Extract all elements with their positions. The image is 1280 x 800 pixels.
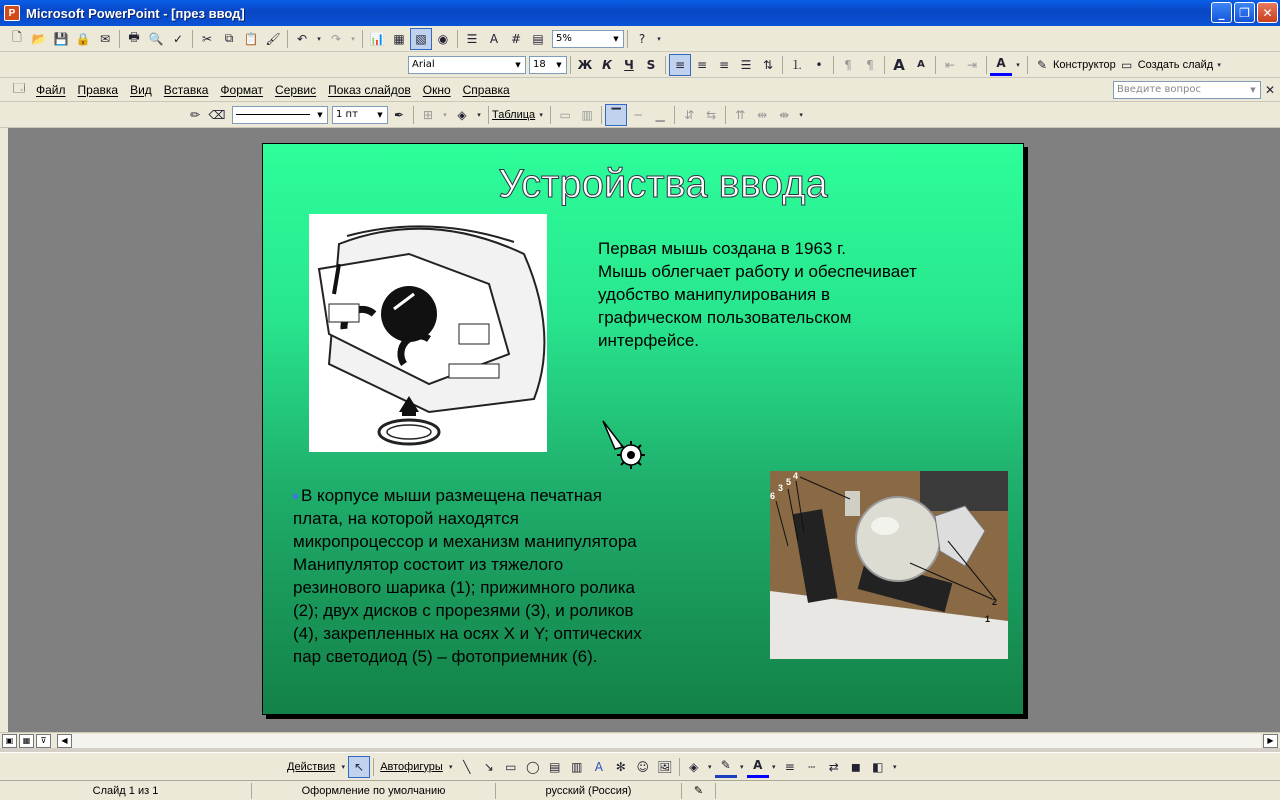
text-line: Мышь облегчает работу и обеспечивает [598, 262, 917, 281]
text-line: Манипулятор состоит из тяжелого [293, 555, 564, 574]
clipart-icon[interactable]: ☺ [636, 759, 650, 774]
color-grayscale-icon[interactable]: ▤ [532, 31, 544, 46]
powerpoint-app-icon[interactable]: P [4, 5, 20, 21]
fill-color-dropdown-icon[interactable]: ▾ [708, 762, 712, 771]
text-line: (2); двух дисков с прорезями (3), и роликов [293, 601, 634, 620]
font-size-value: 18 [533, 59, 546, 70]
center-vertically-icon[interactable]: ─ [634, 107, 642, 122]
font-value: Arial [412, 59, 435, 70]
busy-cursor-drawing [601, 419, 651, 469]
insert-column-icon[interactable]: ⇹ [757, 107, 768, 122]
help-question-placeholder: Введите вопрос [1117, 84, 1201, 95]
chevron-down-icon: ▼ [1250, 85, 1256, 94]
separator [627, 30, 628, 48]
font-color-dropdown-icon[interactable]: ▾ [1016, 60, 1020, 69]
expand-all-icon[interactable]: ☰ [466, 31, 478, 46]
slide-text-box-description[interactable] [293, 484, 703, 668]
photo-label: 5 [786, 477, 792, 487]
menu-help[interactable]: Справка [462, 82, 510, 97]
status-language: русский (Россия) [496, 783, 682, 799]
split-cell-icon[interactable]: ▥ [581, 107, 593, 122]
align-bottom-icon[interactable]: ▁ [655, 107, 665, 122]
text-line: интерфейсе. [598, 331, 700, 350]
scrollbar-track[interactable] [72, 734, 1261, 748]
eraser-icon[interactable]: ⌫ [208, 107, 226, 122]
text-line: микропроцессор и механизм манипулятора [293, 532, 637, 551]
design-button[interactable]: Конструктор [1053, 58, 1116, 71]
save-icon[interactable]: 💾 [53, 31, 69, 46]
mouse-diagram-image[interactable] [309, 214, 547, 452]
close-button[interactable]: ✕ [1257, 2, 1278, 23]
bold-button[interactable]: Ж [577, 57, 593, 72]
separator [550, 106, 551, 124]
toolbar-options-icon[interactable]: ▾ [893, 762, 897, 771]
spelling-icon[interactable]: ✓ [172, 31, 184, 46]
line-icon[interactable]: ╲ [463, 759, 471, 774]
insert-diagram-icon[interactable]: ◉ [437, 31, 449, 46]
font-color-icon[interactable]: A [990, 54, 1012, 76]
photo-label: 4 [793, 471, 799, 481]
border-width-value: 1 пт [336, 109, 358, 120]
undo-icon[interactable]: ↶ [296, 31, 308, 46]
border-color-icon[interactable]: ✒ [393, 107, 405, 122]
increase-font-icon[interactable]: A [893, 55, 905, 74]
separator [488, 106, 489, 124]
dash-style-icon[interactable]: ┄ [808, 759, 816, 774]
toolbar-options-icon[interactable]: ▾ [799, 110, 803, 119]
chevron-down-icon: ▼ [377, 110, 383, 119]
3d-style-icon[interactable]: ◧ [872, 759, 884, 774]
separator [679, 758, 680, 776]
separator [884, 56, 885, 74]
font-size-select[interactable] [529, 56, 567, 74]
separator [674, 106, 675, 124]
separator [413, 106, 414, 124]
text-line: графическом пользовательском [598, 308, 852, 327]
fill-color-icon[interactable]: ◈ [689, 759, 699, 774]
vertical-textbox-icon[interactable]: ▥ [571, 759, 583, 774]
menu-edit[interactable]: Правка [77, 82, 119, 97]
help-icon[interactable]: ? [638, 31, 646, 46]
insert-table-icon[interactable]: ▦ [393, 31, 405, 46]
menu-view[interactable]: Вид [130, 82, 152, 97]
slide-title[interactable]: Устройства ввода [498, 162, 828, 206]
separator [192, 30, 193, 48]
scroll-right-icon[interactable]: ▶ [1263, 734, 1278, 748]
fill-dropdown-icon[interactable]: ▾ [477, 110, 481, 119]
photo-label: 2 [992, 597, 998, 607]
drawing-toolbar [0, 752, 1280, 780]
line-style-icon[interactable]: ≡ [784, 759, 795, 774]
separator [665, 56, 666, 74]
italic-button[interactable]: К [602, 57, 612, 72]
table-dropdown-icon[interactable]: ▾ [539, 110, 543, 119]
align-top-icon[interactable]: ▔ [605, 104, 627, 126]
mouse-internals-photo[interactable] [770, 471, 1008, 659]
slide-text-box-history[interactable] [598, 237, 978, 352]
photo-label: 1 [985, 614, 991, 624]
chevron-down-icon: ▼ [556, 60, 562, 69]
normal-view-icon[interactable]: ▣ [2, 734, 17, 748]
chevron-down-icon: ▼ [317, 110, 323, 119]
menu-insert[interactable]: Вставка [163, 82, 209, 97]
separator [373, 758, 374, 776]
design-icon[interactable]: ✎ [1036, 57, 1048, 72]
email-icon[interactable]: ✉ [99, 31, 111, 46]
zoom-value: 5% [556, 33, 572, 44]
text-line: Первая мышь создана в 1963 г. [598, 239, 846, 258]
chevron-down-icon: ▼ [515, 60, 521, 69]
decrease-font-icon[interactable]: A [917, 59, 925, 70]
chevron-down-icon: ▼ [613, 34, 619, 43]
separator [986, 56, 987, 74]
minimize-button[interactable]: _ [1211, 2, 1232, 23]
decrease-indent-icon[interactable]: ⇤ [944, 57, 956, 72]
line-style-preview [236, 114, 310, 115]
tables-borders-toolbar [0, 102, 1280, 128]
font-select[interactable] [408, 56, 526, 74]
text-line: (4), закрепленных на осях X и Y; оптических [293, 624, 642, 643]
text-line: резинового шарика (1); прижимного ролика [293, 578, 636, 597]
redo-icon[interactable]: ↷ [330, 31, 342, 46]
status-slide-number: Слайд 1 из 1 [0, 783, 252, 799]
separator [935, 56, 936, 74]
table-menu-button[interactable]: Таблица [492, 108, 536, 121]
vertical-align-icon[interactable]: ⇅ [762, 57, 774, 72]
text-line-content: В корпусе мыши размещена печатная [301, 486, 602, 505]
copy-icon[interactable]: ⧉ [224, 31, 234, 45]
actions-menu-button[interactable]: Действия [287, 760, 336, 773]
rectangle-icon[interactable]: ▭ [505, 759, 517, 774]
show-formatting-icon[interactable]: A [489, 31, 499, 46]
formatting-toolbar [0, 52, 1280, 78]
separator [601, 106, 602, 124]
status-design-name: Оформление по умолчанию [252, 783, 496, 799]
separator [725, 106, 726, 124]
text-line [293, 484, 703, 507]
menu-file[interactable]: Файл [36, 82, 66, 97]
fill-color-icon[interactable]: ◈ [457, 107, 467, 122]
rtl-icon[interactable]: ¶ [866, 57, 874, 72]
separator [287, 30, 288, 48]
status-bar [0, 780, 1280, 800]
scroll-left-icon[interactable]: ◀ [57, 734, 72, 748]
format-painter-icon[interactable]: 🖌 [265, 31, 281, 46]
photo-label: 6 [770, 491, 776, 501]
outside-borders-icon[interactable]: ⊞ [422, 107, 434, 122]
busy-cursor-icon [601, 419, 651, 469]
textbox-icon[interactable]: ▤ [549, 759, 561, 774]
separator [119, 30, 120, 48]
align-center-icon[interactable]: ≡ [696, 57, 708, 72]
slide-sorter-view-icon[interactable]: ▦ [19, 734, 34, 748]
line-color-dropdown-icon[interactable]: ▾ [740, 762, 744, 771]
text-line: плата, на которой находятся [293, 509, 519, 528]
merge-cells-icon[interactable]: ▭ [559, 107, 571, 122]
shadow-button[interactable]: S [646, 57, 656, 72]
photo-label: 3 [778, 483, 784, 493]
numbering-icon[interactable]: ⒈ [790, 58, 803, 72]
justify-icon[interactable]: ☰ [740, 57, 752, 72]
actions-dropdown-icon[interactable]: ▾ [341, 762, 345, 771]
cut-icon[interactable]: ✂ [201, 31, 213, 46]
table-effects-icon[interactable]: ⇈ [735, 107, 746, 122]
font-color-dropdown-icon[interactable]: ▾ [772, 762, 776, 771]
workspace-left-gutter [0, 128, 8, 732]
oval-icon[interactable]: ◯ [526, 759, 540, 774]
bullet-icon [293, 494, 298, 499]
underline-button[interactable]: Ч [624, 57, 634, 72]
text-line: удобство манипулирования в [598, 285, 830, 304]
draw-table-pencil-icon[interactable]: ✏ [189, 107, 201, 122]
border-width-select[interactable] [332, 106, 388, 124]
standard-toolbar [0, 26, 1280, 52]
open-folder-icon[interactable]: 📂 [31, 31, 47, 46]
menu-bar [0, 78, 1280, 102]
mouse-diagram-drawing [309, 214, 547, 452]
separator [782, 56, 783, 74]
autoshapes-menu-button[interactable]: Автофигуры [380, 760, 443, 773]
new-document-icon[interactable]: 🗋 [12, 30, 22, 44]
paste-icon[interactable]: 📋 [243, 31, 259, 46]
diagram-icon[interactable]: ✻ [615, 759, 626, 774]
help-question-input[interactable] [1113, 81, 1261, 99]
document-icon[interactable]: 🗔 [12, 81, 26, 95]
title-bar [0, 0, 1280, 26]
distribute-rows-icon[interactable]: ⇵ [684, 107, 695, 122]
align-right-icon[interactable]: ≡ [718, 57, 730, 72]
slide-canvas[interactable] [262, 143, 1024, 715]
close-document-icon[interactable]: ✕ [1264, 82, 1276, 97]
separator [833, 56, 834, 74]
shadow-style-icon[interactable]: ◼ [850, 759, 861, 774]
borders-dropdown-icon[interactable]: ▾ [443, 110, 447, 119]
print-icon[interactable]: 🖶 [128, 30, 140, 44]
toolbar-options-icon[interactable]: ▾ [1217, 60, 1221, 69]
menu-tools[interactable]: Сервис [275, 82, 317, 97]
align-left-icon[interactable]: ≡ [669, 54, 691, 76]
separator [570, 56, 571, 74]
menu-slide-show[interactable]: Показ слайдов [328, 82, 411, 97]
text-line: пар светодиод (5) – фотоприемник (6). [293, 647, 598, 666]
picture-icon[interactable]: 🖼 [657, 759, 673, 774]
new-slide-button[interactable]: Создать слайд [1137, 58, 1214, 71]
window-title: Microsoft PowerPoint - [през ввод] [26, 5, 245, 21]
autoshapes-dropdown-icon[interactable]: ▾ [449, 762, 453, 771]
maximize-button[interactable]: ❐ [1234, 2, 1255, 23]
undo-dropdown-icon[interactable]: ▾ [317, 34, 321, 43]
distribute-columns-icon[interactable]: ⇆ [706, 107, 717, 122]
increase-indent-icon[interactable]: ⇥ [966, 57, 978, 72]
spelling-status-icon[interactable]: ✎ [682, 783, 716, 799]
mouse-internals-drawing [770, 471, 1008, 659]
separator [362, 30, 363, 48]
ltr-icon[interactable]: ¶ [844, 57, 852, 72]
separator [1027, 56, 1028, 74]
font-color-icon[interactable]: A [747, 756, 769, 778]
menu-window[interactable]: Окно [422, 82, 451, 97]
insert-row-icon[interactable]: ⇼ [779, 107, 790, 122]
arrow-icon[interactable]: ↘ [483, 759, 494, 774]
border-style-select[interactable] [232, 106, 328, 124]
menu-format[interactable]: Формат [220, 82, 264, 97]
horizontal-scrollbar-area [0, 732, 1280, 748]
wordart-icon[interactable]: A [594, 759, 603, 774]
tables-borders-icon[interactable]: ▧ [410, 28, 432, 50]
slide-show-view-icon[interactable]: ⊽ [36, 734, 51, 748]
zoom-select[interactable] [552, 30, 624, 48]
select-objects-icon[interactable]: ↖ [348, 756, 370, 778]
print-preview-icon[interactable]: 🔍 [148, 31, 164, 46]
toolbar-options-icon[interactable]: ▾ [657, 34, 661, 43]
permission-icon[interactable]: 🔒 [75, 31, 91, 46]
show-grid-icon[interactable]: # [510, 31, 522, 46]
separator [457, 30, 458, 48]
insert-chart-icon[interactable]: 📊 [369, 31, 385, 46]
line-color-icon[interactable]: ✎ [715, 756, 737, 778]
new-slide-icon[interactable]: ▭ [1121, 57, 1133, 72]
bullets-icon[interactable]: • [815, 57, 823, 72]
redo-dropdown-icon[interactable]: ▾ [351, 34, 355, 43]
arrow-style-icon[interactable]: ⇄ [828, 759, 839, 774]
